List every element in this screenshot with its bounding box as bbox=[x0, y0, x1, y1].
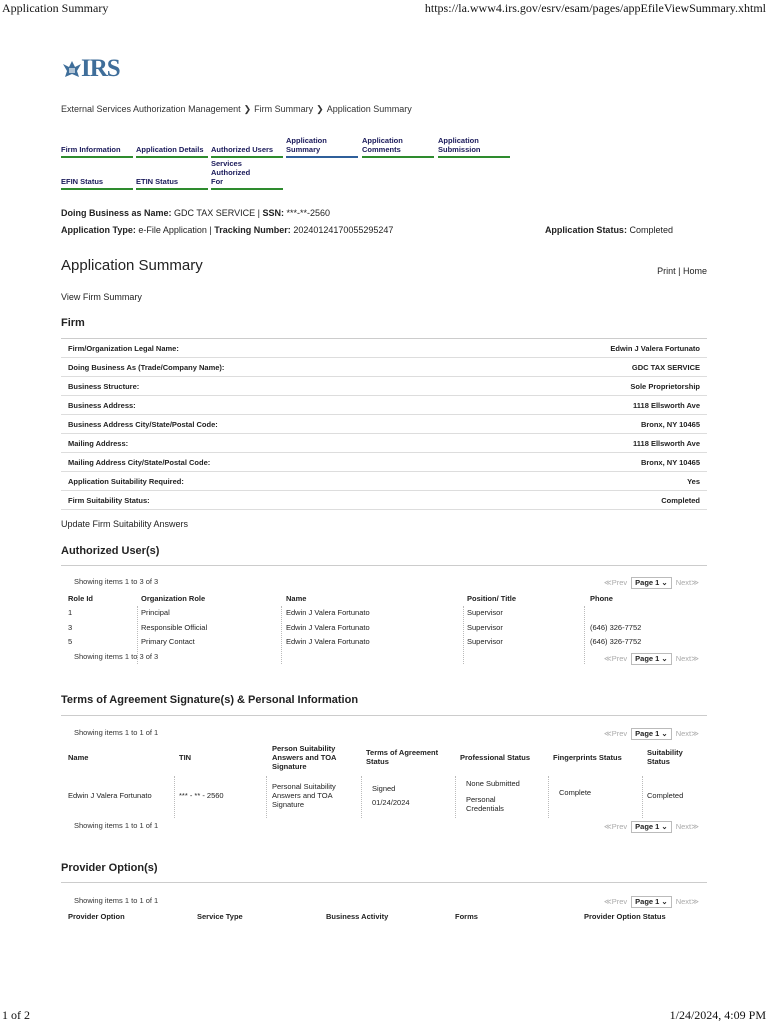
page-select[interactable]: Page 1 ⌄ bbox=[631, 653, 672, 665]
pager bbox=[604, 577, 699, 589]
col-professional-status: Professional Status bbox=[460, 753, 531, 762]
provider-heading: Provider Option(s) bbox=[61, 862, 158, 874]
divider bbox=[61, 715, 707, 716]
print-header bbox=[0, 0, 768, 16]
pager bbox=[604, 728, 699, 740]
tab-firm-information[interactable]: Firm Information bbox=[61, 130, 133, 158]
breadcrumb-esam[interactable]: External Services Authorization Management bbox=[61, 104, 241, 114]
update-firm-suitability-link[interactable]: Update Firm Suitability Answers bbox=[61, 519, 189, 529]
chevron-down-icon: ⌄ bbox=[661, 822, 668, 831]
showing-items: Showing items 1 to 3 of 3 bbox=[74, 577, 159, 586]
dba-line: Doing Business as Name: GDC TAX SERVICE | SSN: ***-**-2560 bbox=[61, 208, 331, 218]
page-select[interactable]: Page 1 ⌄ bbox=[631, 577, 672, 589]
firm-row: Business Address City/State/Postal Code: Bronx, NY 10465 bbox=[61, 415, 707, 434]
view-firm-summary-link[interactable]: View Firm Summary bbox=[61, 292, 142, 302]
logo-text: IRS bbox=[81, 55, 120, 82]
pager bbox=[604, 896, 699, 908]
tab-row-1 bbox=[61, 130, 521, 158]
col-provider-option-status: Provider Option Status bbox=[584, 912, 666, 921]
col-role-id: Role Id bbox=[68, 594, 94, 603]
firm-row: Mailing Address City/State/Postal Code: Bronx, NY 10465 bbox=[61, 453, 707, 472]
tab-efin-status[interactable]: EFIN Status bbox=[61, 162, 133, 190]
breadcrumb-application-summary: Application Summary bbox=[326, 104, 412, 114]
col-name: Name bbox=[286, 594, 307, 603]
firm-table bbox=[61, 338, 707, 510]
print-footer bbox=[0, 1008, 768, 1024]
divider bbox=[61, 565, 707, 566]
col-organization-role: Organization Role bbox=[141, 594, 206, 603]
print-home-links: Print | Home bbox=[657, 266, 707, 276]
next-button[interactable]: Next≫ bbox=[675, 654, 699, 663]
page-select[interactable]: Page 1 ⌄ bbox=[631, 728, 672, 740]
breadcrumb bbox=[61, 104, 412, 115]
tab-application-submission[interactable]: Application Submission bbox=[438, 130, 510, 158]
chevron-down-icon: ⌄ bbox=[661, 897, 668, 906]
firm-row: Application Suitability Required: Yes bbox=[61, 472, 707, 491]
chevron-down-icon: ⌄ bbox=[661, 654, 668, 663]
chevron-down-icon: ⌄ bbox=[661, 578, 668, 587]
breadcrumb-firm-summary[interactable]: Firm Summary bbox=[254, 104, 314, 114]
prev-button[interactable]: ≪Prev bbox=[603, 654, 628, 663]
firm-row: Firm Suitability Status: Completed bbox=[61, 491, 707, 510]
tab-etin-status[interactable]: ETIN Status bbox=[136, 162, 208, 190]
prev-button[interactable]: ≪Prev bbox=[603, 729, 628, 738]
prev-button[interactable]: ≪Prev bbox=[603, 822, 628, 831]
pager bbox=[604, 821, 699, 833]
firm-row: Mailing Address: 1118 Ellsworth Ave bbox=[61, 434, 707, 453]
page-select[interactable]: Page 1 ⌄ bbox=[631, 821, 672, 833]
print-url: https://la.www4.irs.gov/esrv/esam/pages/appEfileViewSummary.xhtml bbox=[424, 1, 766, 15]
col-toa-status: Terms of Agreement Status bbox=[366, 748, 439, 766]
col-provider-option: Provider Option bbox=[68, 912, 125, 921]
col-phone: Phone bbox=[590, 594, 613, 603]
tab-row-2 bbox=[61, 159, 521, 190]
prev-button[interactable]: ≪Prev bbox=[603, 897, 628, 906]
firm-row: Firm/Organization Legal Name: Edwin J Valera Fortunato bbox=[61, 339, 707, 358]
col-forms: Forms bbox=[455, 912, 478, 921]
print-title: Application Summary bbox=[2, 1, 109, 15]
print-link[interactable]: Print bbox=[657, 266, 676, 276]
prev-button[interactable]: ≪Prev bbox=[603, 578, 628, 587]
toa-heading: Terms of Agreement Signature(s) & Personal Information bbox=[61, 694, 359, 706]
eagle-icon bbox=[61, 58, 83, 80]
col-suitability-status: Suitability Status bbox=[647, 748, 683, 766]
next-button[interactable]: Next≫ bbox=[675, 729, 699, 738]
page-select[interactable]: Page 1 ⌄ bbox=[631, 896, 672, 908]
tab-authorized-users[interactable]: Authorized Users bbox=[211, 130, 283, 158]
firm-row: Business Structure: Sole Proprietorship bbox=[61, 377, 707, 396]
col-position: Position/ Title bbox=[467, 594, 517, 603]
col-tin: TIN bbox=[179, 753, 192, 762]
next-button[interactable]: Next≫ bbox=[675, 897, 699, 906]
next-button[interactable]: Next≫ bbox=[675, 822, 699, 831]
firm-heading: Firm bbox=[61, 317, 85, 329]
chevron-down-icon: ⌄ bbox=[661, 729, 668, 738]
firm-row: Business Address: 1118 Ellsworth Ave bbox=[61, 396, 707, 415]
authorized-users-heading: Authorized User(s) bbox=[61, 545, 160, 557]
print-datetime: 1/24/2024, 4:09 PM bbox=[669, 1008, 766, 1022]
col-business-activity: Business Activity bbox=[326, 912, 389, 921]
col-name: Name bbox=[68, 753, 89, 762]
showing-items: Showing items 1 to 1 of 1 bbox=[74, 728, 159, 737]
pager bbox=[604, 653, 699, 665]
firm-row: Doing Business As (Trade/Company Name): GDC TAX SERVICE bbox=[61, 358, 707, 377]
col-service-type: Service Type bbox=[197, 912, 243, 921]
next-button[interactable]: Next≫ bbox=[675, 578, 699, 587]
showing-items: Showing items 1 to 3 of 3 bbox=[74, 652, 159, 661]
breadcrumb-separator: ❯ bbox=[243, 104, 252, 114]
tab-application-details[interactable]: Application Details bbox=[136, 130, 208, 158]
tab-application-comments[interactable]: Application Comments bbox=[362, 130, 434, 158]
application-status: Application Status: Completed bbox=[544, 225, 673, 235]
print-page-number: 1 of 2 bbox=[2, 1008, 30, 1022]
home-link[interactable]: Home bbox=[682, 266, 707, 276]
page-title: Application Summary bbox=[61, 257, 203, 274]
divider bbox=[61, 882, 707, 883]
showing-items: Showing items 1 to 1 of 1 bbox=[74, 896, 159, 905]
breadcrumb-separator: ❯ bbox=[316, 104, 324, 114]
col-fingerprints-status: Fingerprints Status bbox=[553, 753, 622, 762]
col-person-suitability: Person Suitability Answers and TOA Signature bbox=[272, 744, 337, 771]
showing-items: Showing items 1 to 1 of 1 bbox=[74, 821, 159, 830]
tab-application-summary[interactable]: Application Summary bbox=[286, 130, 358, 158]
irs-logo[interactable] bbox=[61, 56, 137, 84]
tab-services-authorized-for[interactable]: Services Authorized For bbox=[211, 162, 283, 190]
application-type-line: Application Type: e-File Application | Tracking Number: 20240124170055295247 bbox=[61, 225, 394, 235]
